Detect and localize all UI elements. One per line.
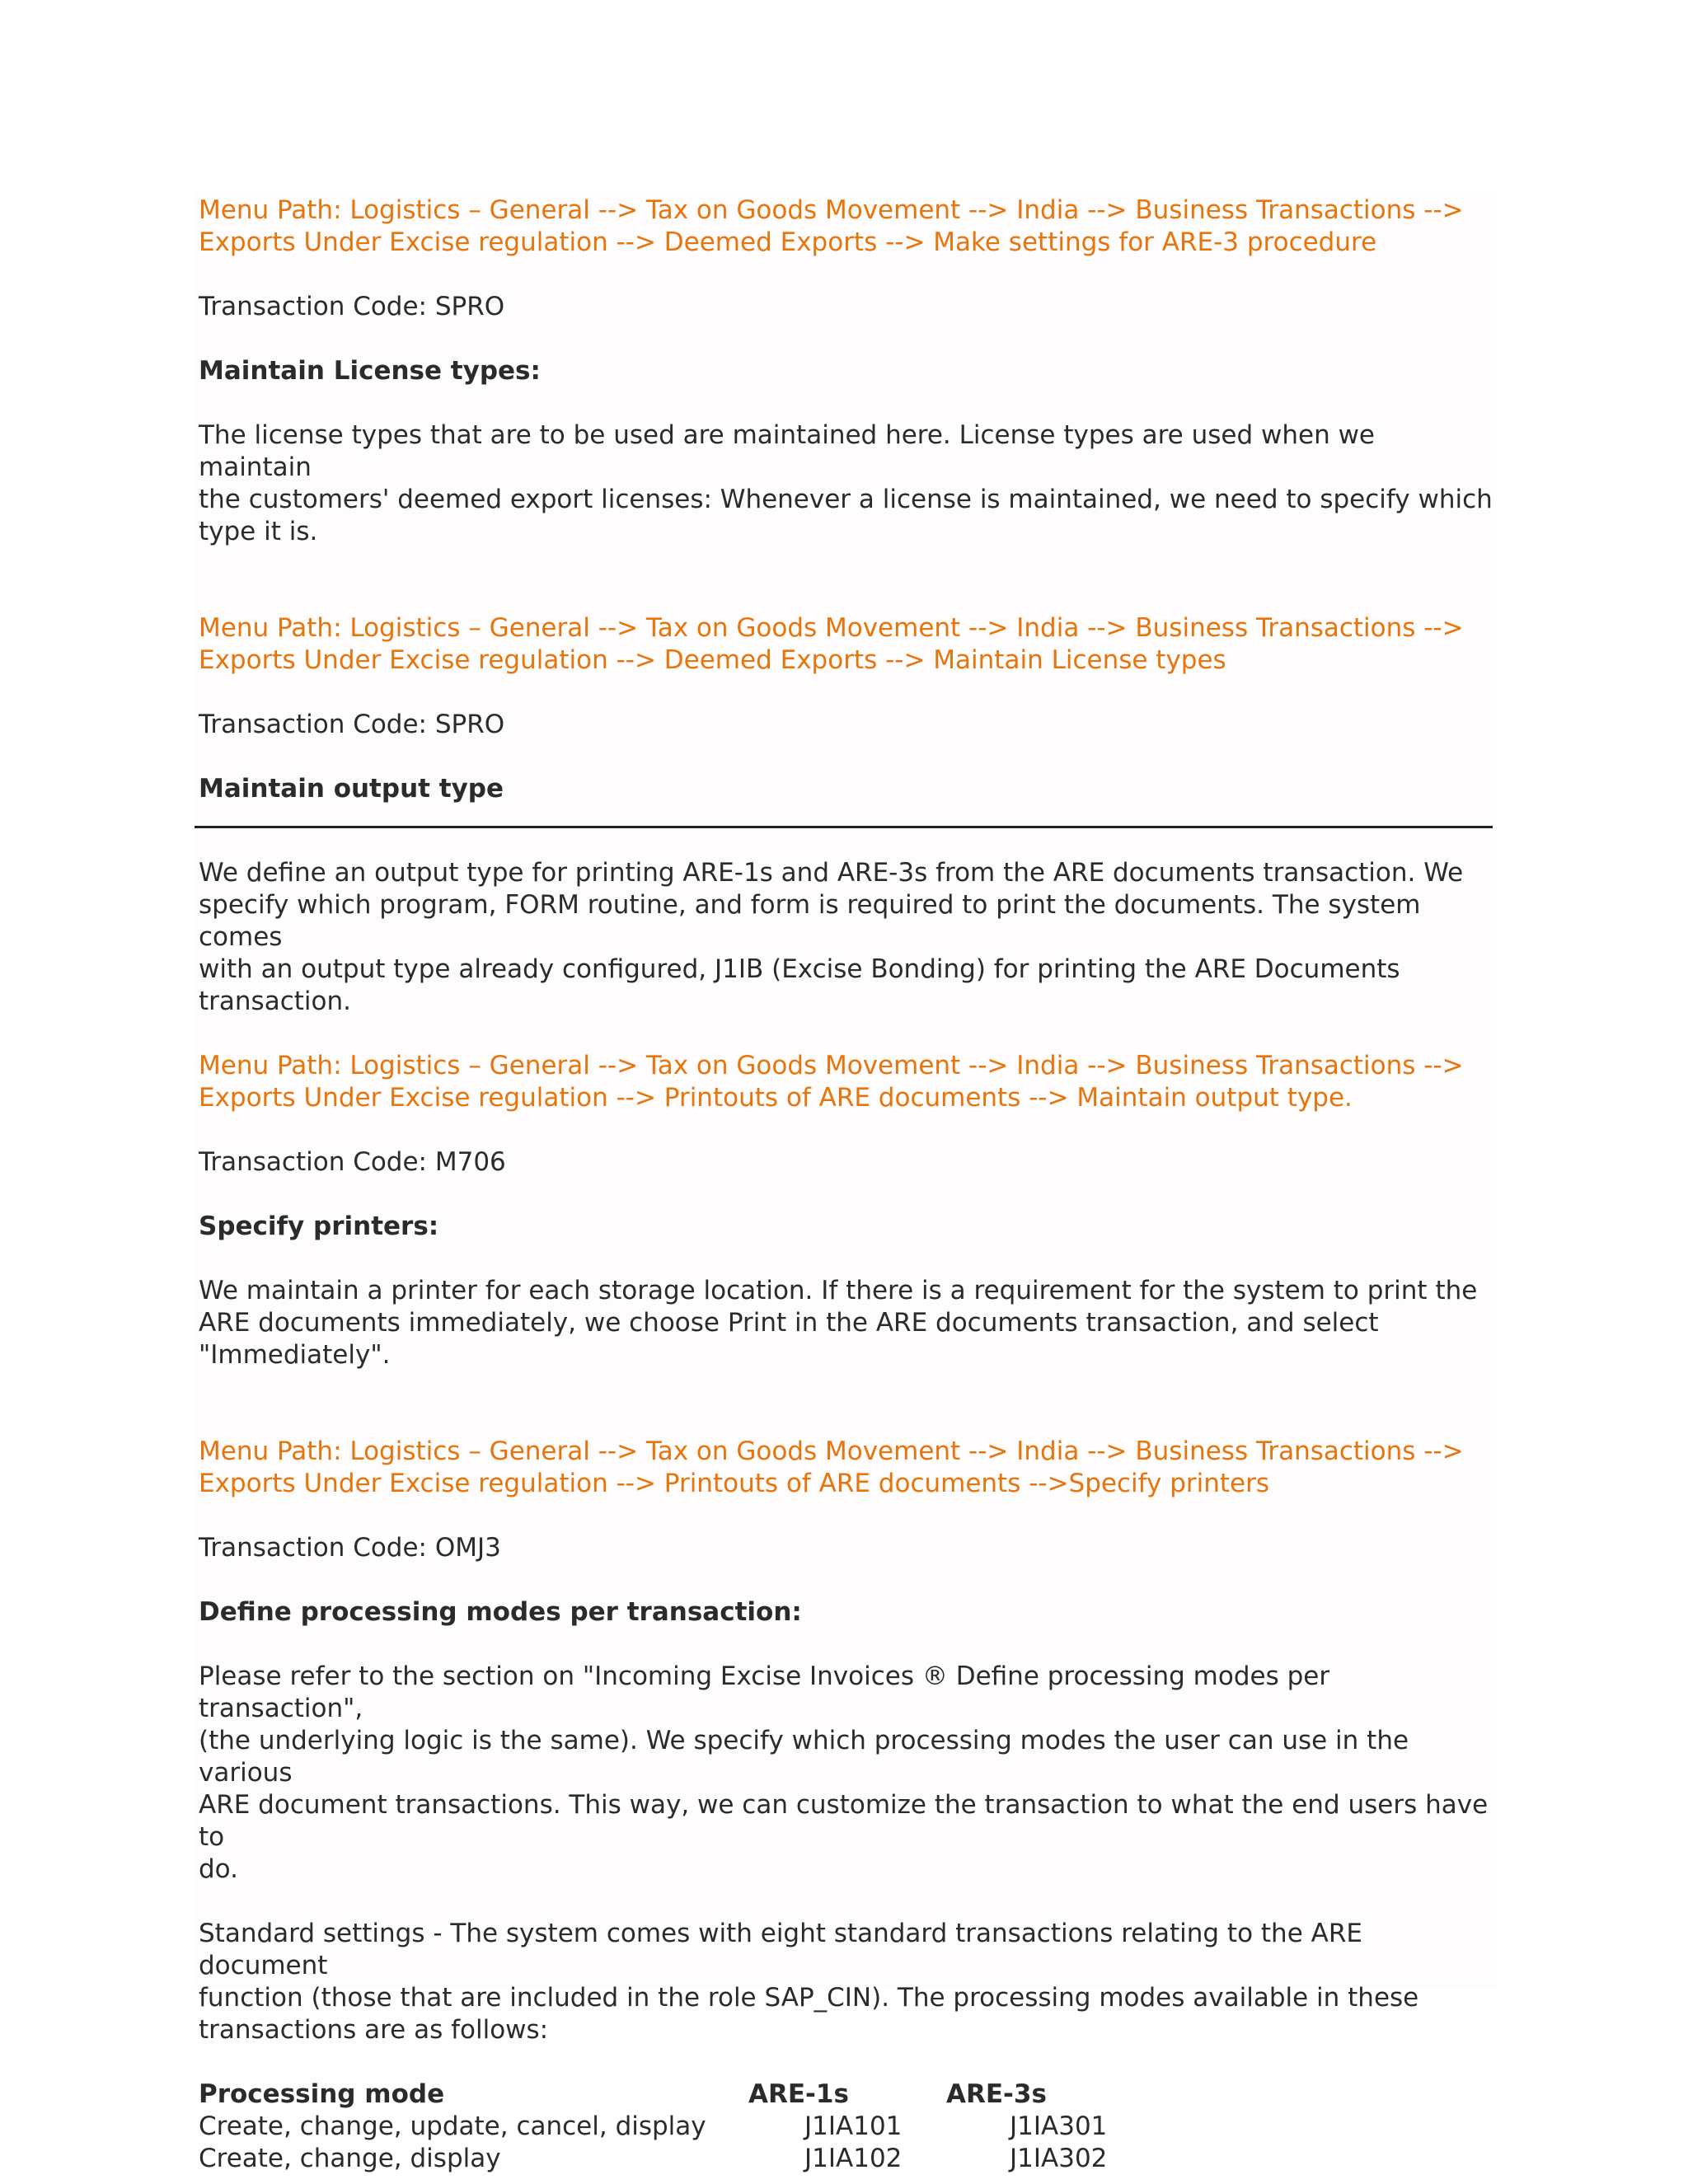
cell-are1s-code: J1IA101 — [804, 2111, 903, 2141]
section-heading: Maintain License types: — [199, 356, 541, 386]
section-processing-modes — [199, 1596, 1493, 2175]
horizontal-rule — [195, 826, 1493, 828]
cell-processing-mode: Create, change, display — [199, 2144, 501, 2173]
body-line: the customers' deemed export licenses: Whenever a license is maintained, we need to specify which — [199, 485, 1493, 514]
table-header-row — [199, 2079, 1144, 2111]
body-line: "Immediately". — [199, 1340, 391, 1370]
menu-path-line: Exports Under Excise regulation --> Printouts of ARE documents -->Specify printers — [199, 1469, 1270, 1498]
body-line: We define an output type for printing ARE-1s and ARE-3s from the ARE documents transaction. We — [199, 858, 1464, 888]
cell-are3s-code: J1IA302 — [1010, 2144, 1108, 2173]
menu-path-line: Menu Path: Logistics – General --> Tax on Goods Movement --> India --> Business Transactions --> — [199, 1051, 1464, 1080]
body-line: Standard settings - The system comes with eight standard transactions relating to the ARE document — [199, 1919, 1362, 1980]
cell-processing-mode: Create, change, update, cancel, display — [199, 2111, 706, 2141]
processing-modes-table — [199, 2079, 1144, 2175]
body-line: The license types that are to be used are maintained here. License types are used when we maintain — [199, 420, 1375, 482]
section-specify-printers — [199, 1211, 1493, 1564]
body-line: (the underlying logic is the same). We specify which processing modes the user can use in the various — [199, 1726, 1409, 1788]
table-row — [199, 2111, 1144, 2143]
transaction-code: Transaction Code: SPRO — [199, 710, 505, 739]
section-heading: Define processing modes per transaction: — [199, 1597, 802, 1627]
menu-path-line: Menu Path: Logistics – General --> Tax on Goods Movement --> India --> Business Transactions --> — [199, 1436, 1464, 1466]
section-heading: Specify printers: — [199, 1212, 439, 1241]
cell-are1s-code: J1IA102 — [804, 2144, 903, 2173]
header-processing-mode: Processing mode — [199, 2079, 445, 2109]
section-license-types — [199, 355, 1493, 741]
menu-path-line: Exports Under Excise regulation --> Deemed Exports --> Make settings for ARE-3 procedure — [199, 227, 1377, 257]
menu-path-line: Exports Under Excise regulation --> Printouts of ARE documents --> Maintain output type. — [199, 1083, 1353, 1113]
section-heading: Maintain output type — [199, 774, 504, 804]
body-line: ARE document transactions. This way, we can customize the transaction to what the end users have to — [199, 1790, 1489, 1852]
body-line: We maintain a printer for each storage location. If there is a requirement for the system to print the — [199, 1276, 1478, 1305]
body-line: specify which program, FORM routine, and form is required to print the documents. The system comes — [199, 890, 1421, 952]
header-are1s: ARE-1s — [748, 2079, 849, 2109]
transaction-code: Transaction Code: SPRO — [199, 292, 505, 321]
menu-path-line: Menu Path: Logistics – General --> Tax on Goods Movement --> India --> Business Transactions --> — [199, 195, 1464, 225]
table-row — [199, 2143, 1144, 2175]
body-line: type it is. — [199, 517, 318, 546]
body-line: transaction. — [199, 987, 351, 1016]
transaction-code: Transaction Code: M706 — [199, 1147, 506, 1177]
section-are3-settings — [199, 194, 1493, 323]
body-line: transactions are as follows: — [199, 2015, 549, 2045]
header-are3s: ARE-3s — [946, 2079, 1047, 2109]
section-output-type — [199, 773, 1493, 1179]
body-line: Please refer to the section on "Incoming Excise Invoices ® Define processing modes per transaction", — [199, 1661, 1330, 1723]
cell-are3s-code: J1IA301 — [1010, 2111, 1108, 2141]
body-line: do. — [199, 1854, 238, 1884]
menu-path-line: Exports Under Excise regulation --> Deemed Exports --> Maintain License types — [199, 645, 1226, 675]
menu-path-line: Menu Path: Logistics – General --> Tax on Goods Movement --> India --> Business Transactions --> — [199, 613, 1464, 643]
body-line: with an output type already configured, J1IB (Excise Bonding) for printing the ARE Documents — [199, 954, 1400, 984]
transaction-code: Transaction Code: OMJ3 — [199, 1533, 501, 1563]
body-line: function (those that are included in the role SAP_CIN). The processing modes available in these — [199, 1983, 1419, 2013]
body-line: ARE documents immediately, we choose Print in the ARE documents transaction, and select — [199, 1308, 1379, 1338]
document-body — [199, 194, 1493, 2175]
